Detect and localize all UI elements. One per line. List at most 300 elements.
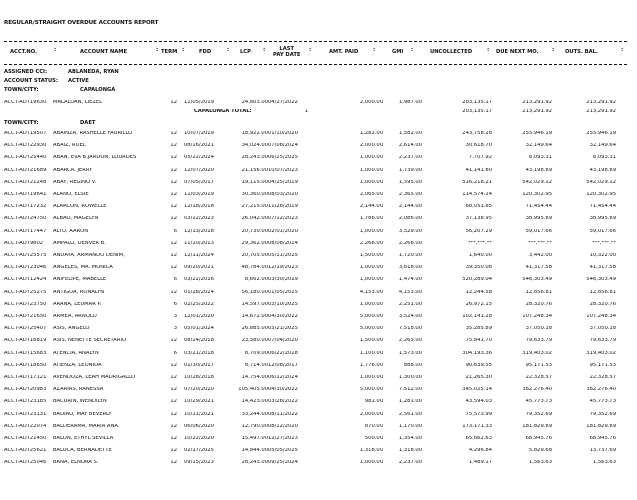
cell-due: 95,171.53: [525, 362, 552, 368]
cell-outs: 362,276.40: [586, 387, 616, 393]
cell-unc: 1,489.17: [468, 460, 492, 466]
cell-lcp: 34,024.00: [241, 143, 268, 149]
col-sep: :: [182, 47, 185, 53]
cell-name: MALALUAN, LIEZEL: [53, 100, 103, 105]
cell-acct: ACCT-ADT21650: [4, 314, 47, 319]
cell-amt: 2,144.00: [359, 204, 383, 210]
cell-due: 181,829.89: [522, 423, 552, 429]
table-row: [4, 375, 627, 382]
col-last-pay-date: LAST PAY DATE: [273, 46, 301, 58]
col-uncollected: UNCOLLECTED: [430, 49, 473, 56]
cell-lcp: 20,705.00: [241, 253, 268, 258]
cell-name: ALBAO, MAGELYN: [53, 216, 99, 222]
cell-last: 08/03/2020: [268, 192, 298, 197]
cell-amt: 1,000.00: [359, 155, 383, 161]
cell-amt: 1,000.00: [359, 460, 383, 466]
cell-unc: 41,141.80: [465, 167, 492, 173]
cell-gmi: 1,720.00: [398, 253, 422, 258]
cell-fdd: 03/21/2018: [184, 350, 214, 356]
cell-unc: 173,171.33: [462, 423, 492, 429]
cell-fdd: 02/17/2025: [184, 448, 214, 454]
cell-term: 12: [170, 411, 177, 417]
cell-gmi: 2,268.00: [398, 240, 422, 246]
cell-outs: 181,829.89: [586, 423, 616, 429]
table-row: [4, 168, 627, 175]
cell-unc: 65,662.63: [465, 436, 492, 441]
cell-lcp: 28,243.00: [241, 155, 268, 161]
cell-lcp: 14,597.00: [241, 301, 268, 307]
cell-name: ASIS, NENETTE SECRETARIO: [53, 338, 127, 344]
col-sep: :: [54, 47, 57, 53]
cell-term: 12: [170, 216, 177, 222]
cell-gmi: 7,518.00: [398, 326, 422, 332]
cell-due: 43,198.89: [525, 167, 552, 173]
account-status-label: ACCOUNT STATUS:: [4, 78, 58, 84]
cell-amt: 2,000.00: [359, 100, 383, 105]
cell-term: 12: [170, 338, 177, 344]
cell-unc: 21,265.30: [465, 375, 492, 380]
table-row: [4, 241, 627, 248]
cell-acct: ACCT-ADT23046: [4, 265, 47, 271]
cell-unc: 43,594.03: [465, 399, 492, 405]
cell-lcp: 105,405.00: [238, 387, 268, 393]
cell-fdd: 02/25/2022: [184, 301, 214, 307]
col-sep: :: [411, 47, 414, 53]
cell-fdd: 09/20/2021: [184, 265, 214, 271]
cell-fdd: 10/28/2018: [184, 375, 214, 380]
cell-due: 255,946.19: [522, 131, 552, 136]
cell-fdd: 12/18/2018: [184, 204, 214, 210]
cell-lcp: 23,580.00: [241, 338, 268, 344]
cell-name: ASIS, ANGELO: [53, 326, 90, 332]
cell-outs: 59,017.66: [589, 228, 616, 234]
cell-due: 41,317.58: [525, 265, 552, 271]
cell-name: ALANO, ELSIE: [53, 192, 89, 197]
cell-unc: 516,218.21: [462, 179, 492, 185]
cell-last: 05/11/2025: [268, 253, 298, 258]
cell-name: ABAY, REGINO V.: [53, 179, 97, 185]
assigned-cci-value: ABLANEDA, RYAN: [68, 69, 119, 75]
table-row: [4, 338, 627, 345]
cell-due: 8,093.31: [528, 155, 552, 161]
table-row: [4, 204, 627, 211]
table-row: [4, 180, 627, 187]
cell-outs: 28,320.76: [589, 301, 616, 307]
cell-term: 12: [170, 387, 177, 393]
cell-fdd: 03/22/2016: [184, 277, 214, 283]
cell-outs: 37,050.18: [589, 326, 616, 332]
cell-gmi: 1,987.00: [398, 100, 422, 105]
cell-fdd: 05/01/2024: [184, 326, 214, 332]
cell-term: 12: [170, 167, 177, 173]
cell-unc: 12,244.58: [465, 289, 492, 295]
cell-acct: ACCT-ADT25440: [4, 155, 47, 161]
cell-due: ***,***.**: [527, 240, 552, 246]
cell-unc: 520,289.04: [462, 277, 492, 283]
cell-outs: 120,302.95: [586, 192, 616, 197]
cell-name: ARANA, LEUMAR P.: [53, 301, 102, 307]
cell-outs: 41,317.58: [589, 265, 616, 271]
capalonga-total-count: 1: [304, 109, 308, 114]
cell-name: BALUCA, BERNADETTE: [53, 448, 112, 454]
cell-outs: 107,248.34: [586, 314, 616, 319]
cell-fdd: 08/16/2021: [184, 143, 214, 149]
cell-last: 04/27/2022: [268, 100, 298, 105]
cell-name: ABAN, EVA B.JARDON, LOURDES: [53, 155, 137, 161]
cell-due: 107,248.34: [522, 314, 552, 319]
cell-unc: 30,618.70: [465, 143, 492, 149]
cell-lcp: 20,730.00: [241, 228, 268, 234]
cell-unc: 345,025.14: [462, 387, 492, 393]
col-sep: :: [487, 47, 490, 53]
cell-gmi: 2,251.00: [398, 301, 422, 307]
cell-last: 12/08/2017: [268, 362, 298, 368]
cell-amt: 5,000.00: [359, 326, 383, 332]
cell-lcp: 14,423.00: [241, 399, 268, 405]
cell-outs: 45,773.73: [589, 399, 616, 405]
cell-gmi: 1,595.00: [398, 179, 422, 185]
cell-fdd: 07/20/2020: [184, 387, 214, 393]
cell-lcp: 19,115.00: [241, 179, 268, 185]
cell-acct: ACCT-ADT19507: [4, 131, 47, 136]
col-sep: :: [227, 47, 230, 53]
col-fdd: FDD: [199, 49, 212, 56]
cell-last: 06/25/2025: [268, 155, 298, 161]
col-outs-bal: OUTS. BAL.: [565, 49, 598, 56]
cell-fdd: 03/12/2023: [184, 216, 214, 222]
cell-gmi: 7,512.00: [398, 387, 422, 393]
cell-outs: 95,171.53: [589, 362, 616, 368]
cell-fdd: 12/11/2024: [184, 253, 214, 258]
col-sep: :: [373, 47, 376, 53]
cell-amt: 1,500.00: [359, 253, 383, 258]
cell-unc: 26,972.15: [465, 301, 492, 307]
cell-unc: 90,639.55: [465, 362, 492, 368]
col-sep: :: [263, 47, 266, 53]
cell-last: 07/08/2024: [268, 143, 298, 149]
cell-fdd: 11/05/2019: [184, 100, 214, 105]
town-city-value: CAPALONGA: [80, 87, 116, 93]
cell-due: 59,017.66: [525, 228, 552, 234]
cell-acct: ACCT-ADT24750: [4, 216, 47, 222]
cell-outs: 43,198.89: [589, 167, 616, 173]
cell-amt: 1,000.00: [359, 179, 383, 185]
cell-acct: ACCT-ADT25046: [4, 460, 47, 466]
cell-name: ANDAYA, ARMANDO DENIM,: [53, 253, 125, 258]
assigned-cci-label: ASSIGNED CCI:: [4, 69, 48, 75]
cell-term: 12: [170, 179, 177, 185]
town-city-label: TOWN/CITY:: [4, 87, 39, 93]
cell-gmi: 1,354.00: [398, 436, 422, 441]
cell-acct: ACCT-ADT21248: [4, 179, 47, 185]
cell-term: 12: [170, 448, 177, 454]
table-row: [4, 155, 627, 162]
cell-acct: ACCT-ADT21450: [4, 436, 47, 441]
cell-fdd: 11/03/2019: [184, 192, 214, 197]
cell-lcp: 8,662.00: [244, 277, 268, 283]
cell-name: ABAINZA, RASHELLE FAURILLO: [53, 131, 133, 136]
cell-last: 09/25/2024: [268, 460, 298, 466]
col-sep: :: [552, 47, 555, 53]
cell-acct: ACCT-ADT16819: [4, 338, 47, 344]
cell-name: ABARCA, JERRY: [53, 167, 93, 173]
cell-name: BACURIN, WENDILYN: [53, 399, 107, 405]
cell-due: 45,773.73: [525, 399, 552, 405]
cell-last: 08/12/2020: [268, 423, 298, 429]
cell-term: 12: [170, 240, 177, 246]
cell-lcp: 8,709.00: [244, 350, 268, 356]
cell-outs: 32,149.64: [589, 143, 616, 149]
cell-due: 5,829.68: [528, 448, 552, 454]
cell-lcp: 33,244.00: [241, 411, 268, 417]
cell-fdd: 10/07/2019: [184, 131, 214, 136]
cell-last: 01/10/2020: [268, 131, 298, 136]
cell-acct: ACCT-ADT18650: [4, 362, 47, 368]
cell-outs: 79,352.69: [589, 411, 616, 417]
cell-fdd: 12/01/2020: [184, 314, 214, 319]
cell-term: 12: [170, 143, 177, 149]
cell-gmi: 1,281.00: [398, 399, 422, 405]
cell-acct: ACCT-ADT19641: [4, 192, 47, 197]
cell-acct: ACCT-ADT21689: [4, 167, 47, 173]
cell-due: 319,403.02: [522, 350, 552, 356]
cell-amt: 1,000.00: [359, 301, 383, 307]
cell-unc: 75,841.70: [465, 338, 492, 344]
cell-outs: 1,563.63: [592, 460, 616, 466]
cell-last: 08/08/2014: [268, 240, 298, 246]
table-row: [4, 216, 627, 223]
cell-term: 6: [173, 277, 177, 283]
cell-outs: 213,291.92: [586, 100, 616, 105]
cell-due: 71,454.44: [525, 204, 552, 210]
cell-amt: 1,776.00: [359, 362, 383, 368]
cell-gmi: 2,265.00: [398, 338, 422, 344]
cell-amt: 1,500.00: [359, 338, 383, 344]
cell-last: 06/12/2024: [268, 375, 298, 380]
cell-gmi: 1,573.00: [398, 350, 422, 356]
cell-term: 6: [173, 350, 177, 356]
table-row: [4, 290, 627, 297]
cell-last: 05/21/2025: [268, 326, 298, 332]
capalonga-total-outs: 213,291.92: [586, 109, 616, 114]
cell-unc: 4,296.84: [468, 448, 492, 454]
cell-gmi: 2,237.00: [398, 460, 422, 466]
cell-gmi: 4,153.00: [398, 289, 422, 295]
table-row: [4, 100, 627, 107]
cell-name: AZARIAS, RANESSA: [53, 387, 104, 393]
cell-gmi: 3,529.00: [398, 228, 422, 234]
cell-name: BANA, ELNORA S.: [53, 460, 99, 466]
cell-unc: 37,138.95: [465, 216, 492, 222]
cell-term: 12: [170, 289, 177, 295]
cell-outs: 542,029.12: [586, 179, 616, 185]
cell-term: 12: [170, 100, 177, 105]
cell-amt: 2,065.00: [359, 192, 383, 197]
capalonga-total-label: CAPALONGA TOTAL:: [194, 109, 252, 114]
cell-due: 12,856.81: [525, 289, 552, 295]
table-row: [4, 448, 627, 455]
cell-term: 3: [173, 314, 177, 319]
cell-due: 1,563.63: [528, 460, 552, 466]
cell-outs: 255,946.19: [586, 131, 616, 136]
cell-lcp: 28,243.00: [241, 460, 268, 466]
cell-outs: 68,945.76: [589, 436, 616, 441]
cell-lcp: 56,180.00: [241, 289, 268, 295]
cell-lcp: 26,885.00: [241, 326, 268, 332]
col-term: TERM: [161, 49, 178, 56]
col-acct-no: ACCT.NO.: [10, 49, 37, 56]
cell-unc: 1,640.00: [468, 253, 492, 258]
cell-lcp: 30,360.00: [241, 192, 268, 197]
cell-last: 04/25/2019: [268, 179, 298, 185]
cell-gmi: 1,582.00: [398, 131, 422, 136]
cell-fdd: 10/22/2020: [184, 436, 214, 441]
cell-outs: 79,633.79: [589, 338, 616, 344]
cell-name: ANTIGUA, RONALYN: [53, 289, 105, 295]
cell-name: ANIFELIPE, MABELLE: [53, 277, 107, 283]
cell-lcp: 27,215.00: [241, 204, 268, 210]
cell-last: 07/12/2023: [268, 216, 298, 222]
cell-name: ATIENZA, LEONIDA: [53, 362, 102, 368]
cell-outs: 12,856.81: [589, 289, 616, 295]
account-status-value: ACTIVE: [68, 78, 89, 84]
cell-unc: 75,573.99: [465, 411, 492, 417]
cell-term: 12: [170, 399, 177, 405]
cell-amt: 1,000.00: [359, 277, 383, 283]
cell-last: 04/30/2022: [268, 314, 298, 319]
cell-last: 10/07/2023: [268, 167, 298, 173]
cell-gmi: 2,614.00: [398, 143, 422, 149]
cell-unc: 304,193.36: [462, 350, 492, 356]
table-row: [4, 302, 627, 309]
cell-name: ABAIZ, RUEL: [53, 143, 86, 149]
header-rule-top: [4, 41, 627, 42]
cell-term: 12: [170, 423, 177, 429]
town-city-value-2: DAET: [80, 120, 96, 126]
cell-unc: 102,141.28: [462, 314, 492, 319]
cell-amt: 5,000.00: [359, 387, 383, 393]
cell-term: 12: [170, 253, 177, 258]
cell-due: 3,442.00: [528, 253, 552, 258]
cell-due: 37,050.18: [525, 326, 552, 332]
cell-name: AVENDOZA, LEAH MADRIGALLO: [53, 375, 136, 380]
cell-amt: 1,000.00: [359, 167, 383, 173]
cell-due: 28,320.76: [525, 301, 552, 307]
cell-term: 12: [170, 155, 177, 161]
table-row: [4, 460, 627, 467]
cell-gmi: 2,237.00: [398, 155, 422, 161]
cell-due: 546,303.49: [522, 277, 552, 283]
cell-acct: ACCT-ADT17232: [4, 204, 47, 210]
cell-gmi: 3,618.00: [398, 265, 422, 271]
cell-acct: ACCT-ADT9802: [4, 240, 44, 246]
cell-acct: ACCT-ADT25621: [4, 448, 47, 454]
cell-fdd: 09/15/2023: [184, 460, 214, 466]
cell-due: 542,029.12: [522, 179, 552, 185]
table-row: [4, 277, 627, 284]
cell-lcp: 48,784.00: [241, 265, 268, 271]
cell-unc: 114,574.24: [462, 192, 492, 197]
cell-last: 06/22/2018: [268, 350, 298, 356]
cell-gmi: 1,300.00: [398, 375, 422, 380]
table-row: [4, 265, 627, 272]
cell-name: BADIAO, MAY BEVERLY: [53, 411, 112, 417]
cell-due: 362,276.40: [522, 387, 552, 393]
cell-lcp: 21,156.00: [241, 167, 268, 173]
cell-due: 79,352.69: [525, 411, 552, 417]
cell-fdd: 01/30/2017: [184, 362, 214, 368]
cell-acct: ACCT-ADT22930: [4, 143, 47, 149]
cell-lcp: 26,042.00: [241, 216, 268, 222]
cell-unc: ***,***.**: [467, 240, 492, 246]
cell-amt: 2,268.00: [359, 240, 383, 246]
cell-acct: ACCT-ADT25575: [4, 253, 47, 258]
cell-outs: 71,454.44: [589, 204, 616, 210]
cell-due: 120,302.95: [522, 192, 552, 197]
cell-amt: 2,000.00: [359, 411, 383, 417]
cell-name: BALON, ETHYL SEVILLA: [53, 436, 114, 441]
cell-acct: ACCT-ADT23750: [4, 301, 47, 307]
cell-name: ALTO, AARON: [53, 228, 89, 234]
cell-term: 12: [170, 192, 177, 197]
cell-due: 38,995.89: [525, 216, 552, 222]
cell-lcp: 14,844.00: [241, 448, 268, 454]
capalonga-total-row: [4, 109, 627, 116]
cell-last: 12/19/2023: [268, 265, 298, 271]
col-gmi: GMI: [392, 49, 404, 56]
cell-term: 6: [173, 301, 177, 307]
cell-gmi: 2,144.00: [398, 204, 422, 210]
cell-fdd: 07/05/2017: [184, 179, 214, 185]
table-row: [4, 143, 627, 150]
cell-outs: 38,995.89: [589, 216, 616, 222]
cell-name: AMPALO, DENVER B.: [53, 240, 106, 246]
cell-lcp: 29,362.00: [241, 240, 268, 246]
cell-acct: ACCT-ADT17447: [4, 228, 47, 234]
capalonga-total-due: 213,291.92: [522, 109, 552, 114]
cell-fdd: 01/28/2024: [184, 289, 214, 295]
town-city-label-2: TOWN/CITY:: [4, 120, 39, 126]
cell-lcp: 18,922.00: [241, 131, 268, 136]
cell-term: 6: [173, 228, 177, 234]
cell-gmi: 3,524.00: [398, 314, 422, 319]
cell-gmi: 2,561.00: [398, 411, 422, 417]
cell-acct: ACCT-ADT19630: [4, 100, 47, 105]
cell-gmi: 888.00: [403, 362, 422, 368]
cell-fdd: 06/06/2020: [184, 423, 214, 429]
table-row: [4, 424, 627, 431]
cell-outs: 8,093.31: [592, 155, 616, 161]
cell-gmi: 2,086.00: [398, 216, 422, 222]
cell-last: 08/11/2022: [268, 411, 298, 417]
cell-lcp: 24,803.00: [241, 100, 268, 105]
cell-term: 12: [170, 131, 177, 136]
cell-amt: 1,282.00: [359, 131, 383, 136]
cell-gmi: 1,739.00: [398, 167, 422, 173]
cell-fdd: 08/24/2018: [184, 338, 214, 344]
cell-fdd: 10/11/2021: [184, 411, 214, 417]
cell-name: ARMEA, ARNOLD: [53, 314, 97, 319]
cell-amt: 500.00: [364, 436, 383, 441]
cell-acct: ACCT-ADT23131: [4, 411, 47, 417]
cell-last: 11/28/2019: [268, 204, 298, 210]
col-lcp: LCP: [240, 49, 251, 56]
cell-term: 12: [170, 460, 177, 466]
cell-unc: 39,350.08: [465, 265, 492, 271]
col-sep: :: [309, 47, 312, 53]
cell-last: 05/05/2025: [268, 448, 298, 454]
cell-due: 32,149.64: [525, 143, 552, 149]
